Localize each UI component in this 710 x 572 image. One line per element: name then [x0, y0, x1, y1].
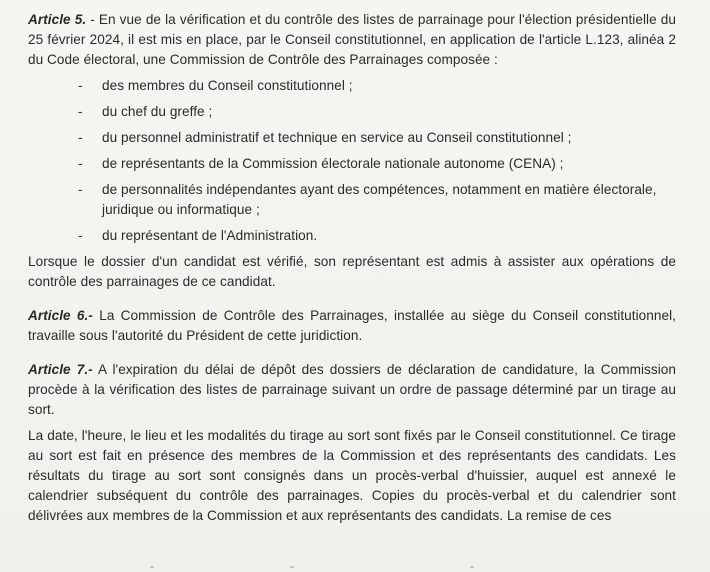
- article-5-heading: Article 5.: [28, 12, 87, 27]
- list-item-text: des membres du Conseil constitutionnel ;: [102, 78, 353, 93]
- article-7-heading: Article 7.-: [28, 362, 93, 377]
- document-text: [28, 10, 676, 526]
- list-item: [28, 76, 676, 96]
- cut-off-line-fragment: [150, 566, 570, 572]
- list-dash: -: [78, 130, 83, 145]
- list-dash: -: [78, 156, 83, 171]
- list-item-text: du personnel administratif et technique en service au Conseil constitutionnel ;: [102, 130, 572, 145]
- list-dash: -: [78, 228, 83, 243]
- list-item-text: du représentant de l'Administration.: [102, 228, 318, 243]
- list-item: [28, 180, 676, 220]
- article-6-heading: Article 6.-: [28, 308, 93, 323]
- commission-members-list: [28, 76, 676, 246]
- list-item-text: du chef du greffe ;: [102, 104, 213, 119]
- list-item-text: de personnalités indépendantes ayant des compétences, notamment en matière électorale, juridique ou informatique ;: [102, 182, 657, 217]
- list-item-text: de représentants de la Commission électorale nationale autonome (CENA) ;: [102, 156, 564, 171]
- article-7-continuation: La date, l'heure, le lieu et les modalités du tirage au sort sont fixés par le Conseil constitutionnel. Ce tirage au sort est fait en présence des membres de la Commission et des représentants des candidats. Les résultats du tirage au sort sont consignés dans un procès-verbal d'huissier, auquel est annexé le calendrier subséquent du contrôle des parrainages. Copies du procès-verbal et du calendrier sont délivrées aux membres de la Commission et aux représentants des candidats. La remise de ces: [28, 428, 676, 523]
- article-7: [28, 360, 676, 420]
- list-dash: -: [78, 182, 83, 197]
- list-item: [28, 226, 676, 246]
- list-dash: -: [78, 104, 83, 119]
- article-5-closing: Lorsque le dossier d'un candidat est vérifié, son représentant est admis à assister aux opérations de contrôle des parrainages de ce candidat.: [28, 254, 676, 289]
- article-7-text: A l'expiration du délai de dépôt des dossiers de déclaration de candidature, la Commission procède à la vérification des listes de parrainage suivant un ordre de passage déterminé par un tirage au sort.: [28, 362, 676, 417]
- article-5-intro: [28, 10, 676, 70]
- list-item: [28, 154, 676, 174]
- article-6-text: La Commission de Contrôle des Parrainages, installée au siège du Conseil constitutionnel, travaille sous l'autorité du Président de cette juridiction.: [28, 308, 676, 343]
- list-item: [28, 102, 676, 122]
- list-item: [28, 128, 676, 148]
- list-dash: -: [78, 78, 83, 93]
- article-5-intro-text: - En vue de la vérification et du contrôle des listes de parrainage pour l'élection présidentielle du 25 février 2024, il est mis en place, par le Conseil constitutionnel, en application de l'article L.123, alinéa 2 du Code électoral, une Commission de Contrôle des Parrainages composée :: [28, 12, 677, 67]
- article-6: [28, 306, 676, 346]
